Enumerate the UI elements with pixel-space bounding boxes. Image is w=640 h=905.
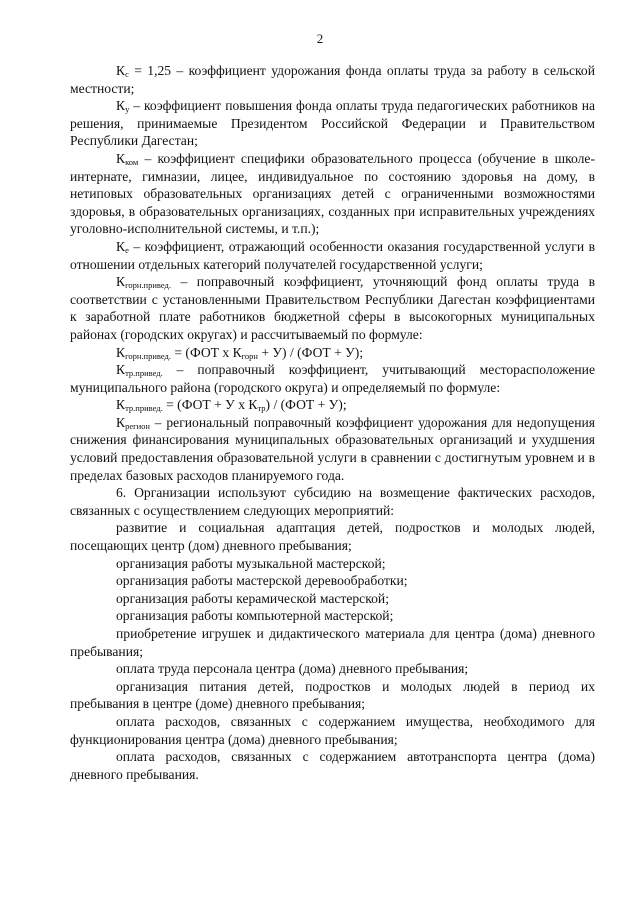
formula-end: + У) / (ФОТ + У); xyxy=(257,344,364,360)
coef-subscript: тр.привед. xyxy=(125,368,163,379)
coef-ke-paragraph xyxy=(70,238,595,273)
section-6-intro: 6. Организации используют субсидию на возмещение фактических расходов, связанных с осуществлением следующих мероприятий: xyxy=(70,485,595,518)
section-6-item: организация работы музыкальной мастерской; xyxy=(116,555,386,571)
coef-subscript: горн.привед. xyxy=(125,280,171,291)
section-6-item: организация работы керамической мастерской; xyxy=(116,590,389,606)
coef-description: – коэффициент, отражающий особенности оказания государственной услуги в отношении отдельных категорий получателей государственной услуги; xyxy=(70,238,595,272)
section-6-item: оплата расходов, связанных с содержанием автотранспорта центра (дома) дневного пребывания. xyxy=(70,749,595,782)
formula-middle: = (ФОТ + У х К xyxy=(162,397,258,413)
section-6-item: приобретение игрушек и дидактического материала для центра (дома) дневного пребывания; xyxy=(70,626,595,659)
coef-symbol: К xyxy=(116,414,126,430)
coef-symbol: К xyxy=(116,274,126,290)
formula-middle: = (ФОТ х К xyxy=(170,344,242,360)
formula-subscript: тр.привед. xyxy=(125,403,163,414)
coef-symbol: К xyxy=(116,362,126,378)
coef-ktr-paragraph xyxy=(70,361,595,396)
coef-description: – коэффициент повышения фонда оплаты труда педагогических работников на решения, принимаемые Президентом Российской Федерации и Правительством Республики Дагестан; xyxy=(70,98,595,149)
coef-symbol: К xyxy=(116,238,126,254)
section-6-item: организация питания детей, подростков и молодых людей в период их пребывания в центре (доме) дневного пребывания; xyxy=(70,678,595,712)
coef-subscript: у xyxy=(125,104,130,115)
coef-subscript: ком xyxy=(125,156,139,167)
formula-ktr xyxy=(70,396,595,414)
coef-description: – коэффициент специфики образовательного процесса (обучение в школе-интернате, гимназии, лицее, индивидуальное по состоянию здоровья на дому, в нетиповых образовательных организациях детей с ограниченными возможностями здоровья, в образовательных организациях, созданных при исправительных учреждениях уголовно-исполнительной системы, и т.п.); xyxy=(70,150,595,237)
section-6-item: организация работы компьютерной мастерской; xyxy=(116,608,394,624)
formula-kgorn xyxy=(70,344,595,362)
coef-description: = 1,25 – коэффициент удорожания фонда оплаты труда за работу в сельской местности; xyxy=(70,63,595,96)
coef-kgorn-paragraph xyxy=(70,273,595,343)
document-body xyxy=(70,62,595,783)
coef-description: – поправочный коэффициент, учитывающий месторасположение муниципального района (городского округа) и определяемый по формуле: xyxy=(70,362,595,395)
section-6-item: оплата труда персонала центра (дома) дневного пребывания; xyxy=(116,661,469,677)
formula-subscript-2: горн xyxy=(241,350,258,361)
page-number: 2 xyxy=(316,31,324,46)
coef-subscript: регион xyxy=(125,420,150,431)
formula-end: ) / (ФОТ + У); xyxy=(265,397,347,413)
formula-symbol: К xyxy=(116,344,126,360)
coef-subscript: с xyxy=(125,69,129,79)
section-6-item: организация работы мастерской деревообработки; xyxy=(116,573,408,589)
coef-description: – региональный поправочный коэффициент удорожания для недопущения снижения финансирования муниципальных образовательных организаций и ухудшения условий предоставления образовательной услуги в сравнении с достигнутым уровнем и в пределах базовых расходов планируемого года. xyxy=(70,414,595,483)
section-6-item: оплата расходов, связанных с содержанием имущества, необходимого для функционирования центра (дома) дневного пребывания; xyxy=(70,713,595,747)
coef-symbol: К xyxy=(116,150,126,166)
formula-symbol: К xyxy=(116,397,126,413)
formula-subscript-2: тр xyxy=(257,403,266,414)
coef-symbol: К xyxy=(116,63,126,78)
section-6-item: развитие и социальная адаптация детей, подростков и молодых людей, посещающих центр (дом) дневного пребывания; xyxy=(70,520,595,554)
coef-subscript: е xyxy=(125,244,129,255)
coef-symbol: К xyxy=(116,98,126,114)
coef-ku-paragraph xyxy=(70,97,595,150)
coef-description: – поправочный коэффициент, уточняющий фонд оплаты труда в соответствии с установленными Правительством Республики Дагестан коэффициентами к заработной плате работников бюджетной сферы в высокогорных муниципальных районах (городских округах) и рассчитываемый по формуле: xyxy=(70,274,595,342)
formula-subscript: горн.привед. xyxy=(125,350,171,361)
coef-kkom-paragraph xyxy=(70,150,595,238)
coef-kregion-paragraph xyxy=(70,414,595,484)
coef-kc-paragraph xyxy=(70,62,595,97)
